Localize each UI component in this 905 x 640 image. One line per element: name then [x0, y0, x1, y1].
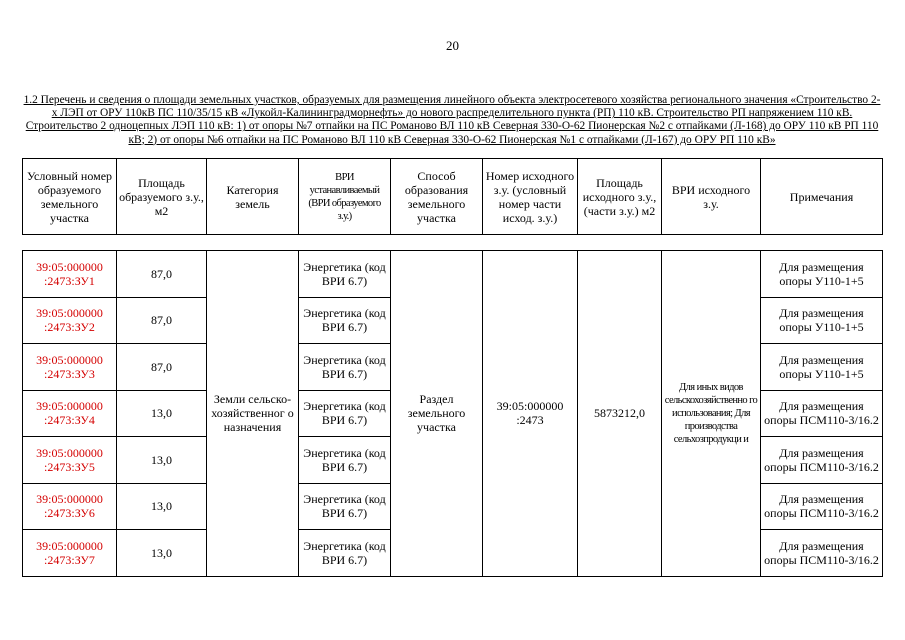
header-vri-set: ВРИ устанавливаемый (ВРИ образуемого з.у.) — [299, 159, 391, 235]
plot-number-cell: 39:05:000000 :2473:ЗУ7 — [23, 530, 117, 577]
source-vri-cell: Для иных видов сельскохозяйственно го использования; Для производства сельхозпродукци и — [662, 251, 761, 577]
plot-vri-cell: Энергетика (код ВРИ 6.7) — [299, 297, 391, 344]
plot-area-cell: 87,0 — [117, 344, 207, 391]
header-plot-number: Условный номер образуемого земельного участка — [23, 159, 117, 235]
header-source-number: Номер исходного з.у. (условный номер части исход. з.у.) — [483, 159, 578, 235]
header-land-category: Категория земель — [207, 159, 299, 235]
header-formation-method: Способ образования земельного участка — [391, 159, 483, 235]
table-header — [22, 158, 883, 235]
formation-method-cell: Раздел земельного участка — [391, 251, 483, 577]
plot-area-cell: 13,0 — [117, 390, 207, 437]
plot-vri-cell: Энергетика (код ВРИ 6.7) — [299, 437, 391, 484]
plot-vri-cell: Энергетика (код ВРИ 6.7) — [299, 483, 391, 530]
plot-number-cell: 39:05:000000 :2473:ЗУ4 — [23, 390, 117, 437]
plot-area-cell: 13,0 — [117, 437, 207, 484]
table-caption: 1.2 Перечень и сведения о площади земельных участков, образуемых для размещения линейного объекта электросетевого хозяйства регионального значения «Строительство 2-х ЛЭП от ОРУ 110кВ ПС 110/35/15 кВ «Лукойл-Калининградморнефть» до нового распределительного пункта (РП) 110 кВ. Строительство РП напряжением 110 кВ. Строительство 2 одноцепных ЛЭП 110 кВ: 1) от опоры №7 отпайки на ПС Романово ВЛ 110 кВ Северная 330-О-62 Пионерская №2 с отпайками (Л-168) до ОРУ 110 кВ РП 110 кВ; 2) от опоры №6 отпайки на ПС Романово ВЛ 110 кВ Северная 330-О-62 Пионерская №1 с отпайками (Л-167) до ОРУ РП 110 кВ» — [23, 94, 881, 146]
plot-area-cell: 13,0 — [117, 530, 207, 577]
land-category-cell: Земли сельско-хозяйственног о назначения — [207, 251, 299, 577]
plot-vri-cell: Энергетика (код ВРИ 6.7) — [299, 251, 391, 298]
source-number-cell: 39:05:000000 :2473 — [483, 251, 578, 577]
notes-cell: Для размещения опоры ПСМ110-3/16.2 — [761, 390, 883, 437]
plot-area-cell: 87,0 — [117, 251, 207, 298]
plot-area-cell: 13,0 — [117, 483, 207, 530]
header-area: Площадь образуемого з.у., м2 — [117, 159, 207, 235]
plot-vri-cell: Энергетика (код ВРИ 6.7) — [299, 390, 391, 437]
plot-vri-cell: Энергетика (код ВРИ 6.7) — [299, 344, 391, 391]
plot-number-cell: 39:05:000000 :2473:ЗУ3 — [23, 344, 117, 391]
table-row — [23, 251, 883, 298]
plot-number-cell: 39:05:000000 :2473:ЗУ2 — [23, 297, 117, 344]
header-notes: Примечания — [761, 159, 883, 235]
source-area-cell: 5873212,0 — [578, 251, 662, 577]
plot-area-cell: 87,0 — [117, 297, 207, 344]
page-number: 20 — [446, 38, 459, 53]
plot-number-cell: 39:05:000000 :2473:ЗУ5 — [23, 437, 117, 484]
header-source-area: Площадь исходного з.у., (части з.у.) м2 — [578, 159, 662, 235]
plots-table — [22, 250, 883, 577]
notes-cell: Для размещения опоры ПСМ110-3/16.2 — [761, 483, 883, 530]
header-source-vri: ВРИ исходного з.у. — [662, 159, 761, 235]
plot-number-cell: 39:05:000000 :2473:ЗУ6 — [23, 483, 117, 530]
notes-cell: Для размещения опоры У110-1+5 — [761, 344, 883, 391]
notes-cell: Для размещения опоры У110-1+5 — [761, 251, 883, 298]
plot-vri-cell: Энергетика (код ВРИ 6.7) — [299, 530, 391, 577]
plot-number-cell: 39:05:000000 :2473:ЗУ1 — [23, 251, 117, 298]
notes-cell: Для размещения опоры ПСМ110-3/16.2 — [761, 530, 883, 577]
notes-cell: Для размещения опоры У110-1+5 — [761, 297, 883, 344]
notes-cell: Для размещения опоры ПСМ110-3/16.2 — [761, 437, 883, 484]
